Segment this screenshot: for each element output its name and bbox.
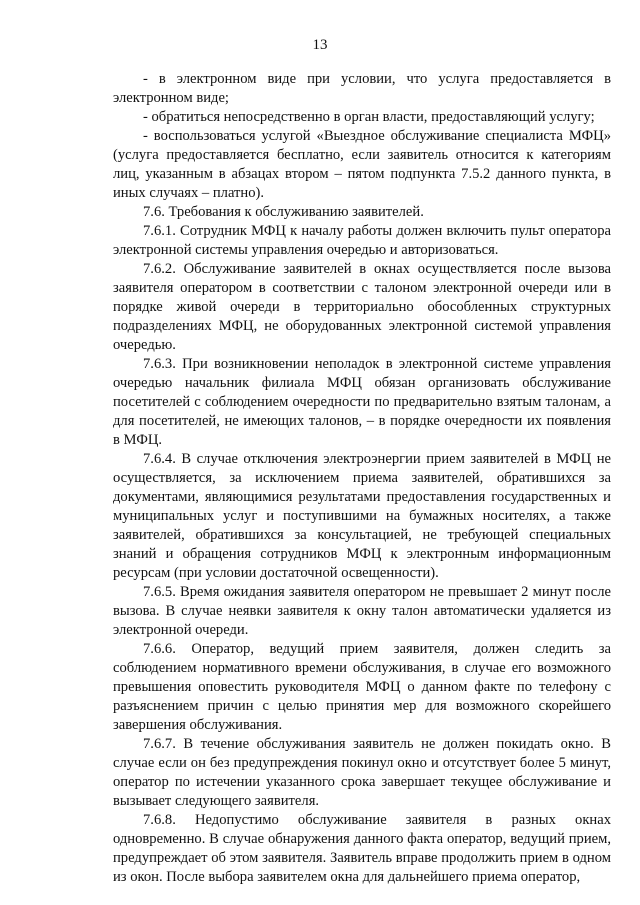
paragraph-electronic-form: - в электронном виде при условии, что услуга предоставляется в электронном виде; xyxy=(113,71,611,106)
paragraph-authority-direct: - обратиться непосредственно в орган власти, предоставляющий услугу; xyxy=(143,109,595,125)
page-number: 13 xyxy=(312,37,328,53)
paragraph-7-6-5: 7.6.5. Время ожидания заявителя оператором не превышает 2 минут после вызова. В случае неявки заявителя к окну талон автоматически удаляется из электронной очереди. xyxy=(113,584,611,638)
paragraph-7-6-4: 7.6.4. В случае отключения электроэнергии прием заявителей в МФЦ не осуществляется, за исключением приема заявителей, обратившихся за документами, являющимися результатами предоставления государственных и муниципальных услуг и поступившими на бумажных носителях, а также заявителей, обратившихся за консультацией, не требующей специальных знаний и обращения сотрудников МФЦ к электронным информационным ресурсам (при условии достаточной освещенности). xyxy=(113,451,611,581)
paragraph-7-6-6: 7.6.6. Оператор, ведущий прием заявителя, должен следить за соблюдением нормативного времени обслуживания, в случае его возможного превышения оповестить руководителя МФЦ о данном факте по телефону с разъяснением причин с целью принятия мер для возможного скорейшего завершения обслуживания. xyxy=(113,641,611,733)
paragraph-mobile-service: - воспользоваться услугой «Выездное обслуживание специалиста МФЦ» (услуга предоставляется бесплатно, если заявитель относится к категориям лиц, указанным в абзацах втором – пятом подпункта 7.5.2 данного пункта, в иных случаях – платно). xyxy=(113,128,611,201)
paragraph-7-6-7: 7.6.7. В течение обслуживания заявитель не должен покидать окно. В случае если он без предупреждения покинул окно и отсутствует более 5 минут, оператор по истечении указанного срока завершает текущее обслуживание и вызывает следующего заявителя. xyxy=(113,736,611,809)
paragraph-7-6-3: 7.6.3. При возникновении неполадок в электронной системе управления очередью начальник филиала МФЦ обязан организовать обслуживание посетителей с соблюдением очередности по предварительно взятым талонам, а для посетителей, не имеющих талонов, – в порядке очередности их появления в МФЦ. xyxy=(113,356,611,448)
paragraph-7-6-1: 7.6.1. Сотрудник МФЦ к началу работы должен включить пульт оператора электронной системы управления очередью и авторизоваться. xyxy=(113,223,611,258)
section-heading-7-6: 7.6. Требования к обслуживанию заявителей. xyxy=(143,204,424,220)
paragraph-7-6-2: 7.6.2. Обслуживание заявителей в окнах осуществляется после вызова заявителя оператором в соответствии с талоном электронной очереди или в порядке живой очереди в территориально обособленных структурных подразделениях МФЦ, не оборудованных электронной системой управления очередью. xyxy=(113,261,611,353)
document-body xyxy=(113,70,611,887)
paragraph-7-6-8: 7.6.8. Недопустимо обслуживание заявителя в разных окнах одновременно. В случае обнаружения данного факта оператор, ведущий прием, предупреждает об этом заявителя. Заявитель вправе продолжить прием в одном из окон. После выбора заявителем окна для дальнейшего приема оператор, xyxy=(113,812,611,885)
